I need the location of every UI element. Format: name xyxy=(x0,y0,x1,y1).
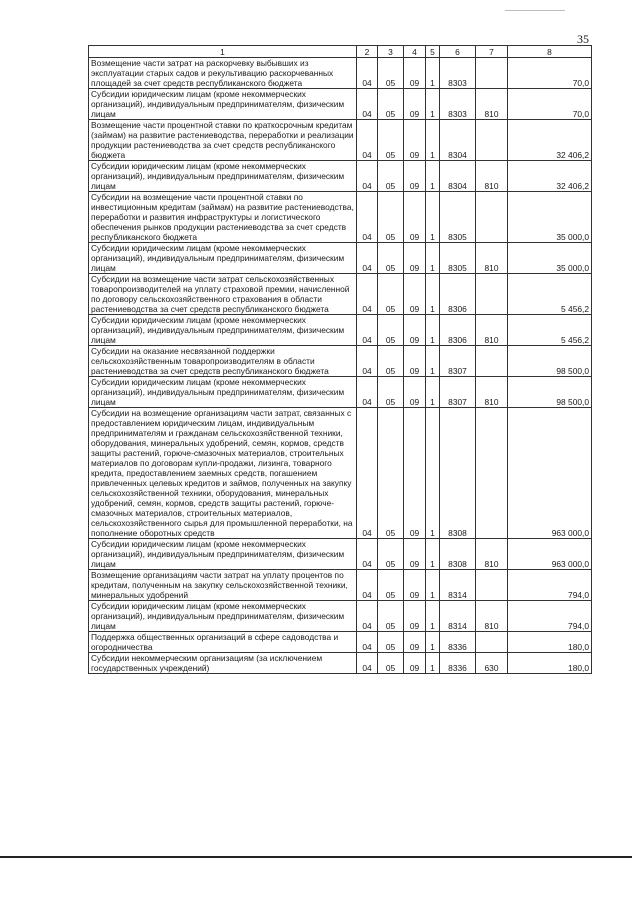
column-header: 3 xyxy=(378,46,404,58)
code-target: 8307 xyxy=(440,346,476,377)
code-expense-type: 810 xyxy=(476,161,508,192)
code-subsection: 09 xyxy=(404,58,426,89)
row-amount: 35 000,0 xyxy=(508,243,592,274)
code-expense-type xyxy=(476,192,508,243)
code-subsection: 09 xyxy=(404,601,426,632)
code-section: 05 xyxy=(378,161,404,192)
code-section: 05 xyxy=(378,243,404,274)
table-row xyxy=(89,653,592,674)
page-number: 35 xyxy=(577,32,589,46)
table-row xyxy=(89,408,592,539)
column-header: 6 xyxy=(440,46,476,58)
row-amount: 180,0 xyxy=(508,632,592,653)
code-ministry: 04 xyxy=(357,58,378,89)
code-program: 1 xyxy=(426,243,440,274)
row-amount: 98 500,0 xyxy=(508,346,592,377)
code-expense-type xyxy=(476,346,508,377)
code-target: 8304 xyxy=(440,120,476,161)
row-description: Возмещение организациям части затрат на уплату процентов по кредитам, полученным на закупку сельскохозяйственной техники, минеральных удобрений xyxy=(89,570,357,601)
code-section: 05 xyxy=(378,632,404,653)
code-subsection: 09 xyxy=(404,274,426,315)
code-subsection: 09 xyxy=(404,377,426,408)
scan-mark xyxy=(505,10,565,11)
code-target: 8304 xyxy=(440,161,476,192)
row-description: Возмещение части процентной ставки по краткосрочным кредитам (займам) на развитие растениеводства, переработки и реализации продукции растениеводства за счет средств республиканского бюджета xyxy=(89,120,357,161)
column-header: 4 xyxy=(404,46,426,58)
row-description: Субсидии юридическим лицам (кроме некоммерческих организаций), индивидуальным предпринимателям, физическим лицам xyxy=(89,89,357,120)
code-target: 8307 xyxy=(440,377,476,408)
code-section: 05 xyxy=(378,377,404,408)
budget-table xyxy=(88,45,592,674)
row-description: Субсидии на возмещение организациям части затрат, связанных с предоставлением юридическим лицам, индивидуальным предпринимателям и гражданам сельскохозяйственной техники, оборудования, минеральных удобрений, семян, кормов, средств защиты растений, горюче-смазочных материалов, строительных материалов по договорам купли-продажи, лизинга, товарного кредита, предоставлением заемных средств, погашением привлеченных целевых кредитов и займов, полученных на закупку сельскохозяйственной техники, оборудования, минеральных удобрений, семян, кормов, средств защиты растений, горюче-смазочных материалов, строительных материалов, сельскохозяйственного сырья для промышленной переработки, на пополнение оборотных средств xyxy=(89,408,357,539)
code-program: 1 xyxy=(426,346,440,377)
code-target: 8306 xyxy=(440,315,476,346)
table-row xyxy=(89,570,592,601)
table-row xyxy=(89,315,592,346)
code-section: 05 xyxy=(378,192,404,243)
code-program: 1 xyxy=(426,315,440,346)
code-ministry: 04 xyxy=(357,632,378,653)
row-amount: 963 000,0 xyxy=(508,408,592,539)
code-ministry: 04 xyxy=(357,539,378,570)
table-row xyxy=(89,243,592,274)
code-program: 1 xyxy=(426,377,440,408)
code-section: 05 xyxy=(378,89,404,120)
row-amount: 35 000,0 xyxy=(508,192,592,243)
code-expense-type xyxy=(476,274,508,315)
row-amount: 70,0 xyxy=(508,89,592,120)
row-amount: 98 500,0 xyxy=(508,377,592,408)
column-header: 5 xyxy=(426,46,440,58)
code-target: 8306 xyxy=(440,274,476,315)
code-section: 05 xyxy=(378,315,404,346)
code-subsection: 09 xyxy=(404,89,426,120)
code-expense-type xyxy=(476,120,508,161)
code-expense-type: 810 xyxy=(476,89,508,120)
code-subsection: 09 xyxy=(404,243,426,274)
code-expense-type: 810 xyxy=(476,601,508,632)
row-description: Субсидии некоммерческим организациям (за исключением государственных учреждений) xyxy=(89,653,357,674)
row-description: Субсидии на возмещение части затрат сельскохозяйственных товаропроизводителей на уплату страховой премии, начисленной по договору сельскохозяйственного страхования в области растениеводства за счет средств республиканского бюджета xyxy=(89,274,357,315)
code-expense-type: 630 xyxy=(476,653,508,674)
column-header: 1 xyxy=(89,46,357,58)
code-expense-type: 810 xyxy=(476,377,508,408)
table-row xyxy=(89,161,592,192)
row-description: Субсидии юридическим лицам (кроме некоммерческих организаций), индивидуальным предпринимателям, физическим лицам xyxy=(89,161,357,192)
code-program: 1 xyxy=(426,192,440,243)
column-header: 2 xyxy=(357,46,378,58)
code-target: 8314 xyxy=(440,570,476,601)
row-amount: 794,0 xyxy=(508,570,592,601)
code-ministry: 04 xyxy=(357,89,378,120)
code-ministry: 04 xyxy=(357,243,378,274)
code-expense-type xyxy=(476,58,508,89)
code-program: 1 xyxy=(426,601,440,632)
row-description: Субсидии на оказание несвязанной поддержки сельскохозяйственным товаропроизводителям в области растениеводства за счет средств республиканского бюджета xyxy=(89,346,357,377)
code-program: 1 xyxy=(426,570,440,601)
code-program: 1 xyxy=(426,274,440,315)
row-amount: 32 406,2 xyxy=(508,161,592,192)
code-program: 1 xyxy=(426,120,440,161)
code-target: 8308 xyxy=(440,539,476,570)
code-program: 1 xyxy=(426,539,440,570)
code-section: 05 xyxy=(378,274,404,315)
row-amount: 32 406,2 xyxy=(508,120,592,161)
table-row xyxy=(89,632,592,653)
code-section: 05 xyxy=(378,601,404,632)
row-amount: 5 456,2 xyxy=(508,274,592,315)
row-description: Возмещение части затрат на раскорчевку выбывших из эксплуатации старых садов и рекультивацию раскорчеванных площадей за счет средств республиканского бюджета xyxy=(89,58,357,89)
code-ministry: 04 xyxy=(357,346,378,377)
row-description: Субсидии юридическим лицам (кроме некоммерческих организаций), индивидуальным предпринимателям, физическим лицам xyxy=(89,601,357,632)
table-row xyxy=(89,377,592,408)
bottom-rule xyxy=(0,856,632,858)
code-subsection: 09 xyxy=(404,346,426,377)
code-subsection: 09 xyxy=(404,539,426,570)
column-header: 7 xyxy=(476,46,508,58)
row-description: Субсидии юридическим лицам (кроме некоммерческих организаций), индивидуальным предпринимателям, физическим лицам xyxy=(89,243,357,274)
code-expense-type xyxy=(476,632,508,653)
table-row xyxy=(89,58,592,89)
code-target: 8305 xyxy=(440,192,476,243)
table-row xyxy=(89,192,592,243)
table-row xyxy=(89,274,592,315)
code-target: 8336 xyxy=(440,632,476,653)
code-section: 05 xyxy=(378,570,404,601)
code-expense-type xyxy=(476,570,508,601)
table-header-row xyxy=(89,46,592,58)
row-amount: 5 456,2 xyxy=(508,315,592,346)
code-program: 1 xyxy=(426,653,440,674)
code-expense-type xyxy=(476,408,508,539)
code-program: 1 xyxy=(426,161,440,192)
table-row xyxy=(89,120,592,161)
code-ministry: 04 xyxy=(357,408,378,539)
code-section: 05 xyxy=(378,408,404,539)
code-target: 8303 xyxy=(440,89,476,120)
table-row xyxy=(89,346,592,377)
row-description: Субсидии юридическим лицам (кроме некоммерческих организаций), индивидуальным предпринимателям, физическим лицам xyxy=(89,539,357,570)
code-target: 8336 xyxy=(440,653,476,674)
code-section: 05 xyxy=(378,58,404,89)
code-program: 1 xyxy=(426,408,440,539)
code-section: 05 xyxy=(378,120,404,161)
code-expense-type: 810 xyxy=(476,243,508,274)
code-program: 1 xyxy=(426,632,440,653)
code-ministry: 04 xyxy=(357,570,378,601)
column-header: 8 xyxy=(508,46,592,58)
row-description: Субсидии юридическим лицам (кроме некоммерческих организаций), индивидуальным предпринимателям, физическим лицам xyxy=(89,377,357,408)
row-description: Субсидии юридическим лицам (кроме некоммерческих организаций), индивидуальным предпринимателям, физическим лицам xyxy=(89,315,357,346)
code-ministry: 04 xyxy=(357,120,378,161)
code-expense-type: 810 xyxy=(476,539,508,570)
code-target: 8308 xyxy=(440,408,476,539)
code-expense-type: 810 xyxy=(476,315,508,346)
table-row xyxy=(89,601,592,632)
code-ministry: 04 xyxy=(357,274,378,315)
code-subsection: 09 xyxy=(404,315,426,346)
code-program: 1 xyxy=(426,89,440,120)
table-row xyxy=(89,539,592,570)
code-subsection: 09 xyxy=(404,570,426,601)
code-subsection: 09 xyxy=(404,408,426,539)
code-ministry: 04 xyxy=(357,653,378,674)
code-ministry: 04 xyxy=(357,377,378,408)
code-ministry: 04 xyxy=(357,161,378,192)
code-section: 05 xyxy=(378,653,404,674)
code-subsection: 09 xyxy=(404,632,426,653)
code-target: 8303 xyxy=(440,58,476,89)
row-amount: 963 000,0 xyxy=(508,539,592,570)
code-subsection: 09 xyxy=(404,161,426,192)
code-ministry: 04 xyxy=(357,315,378,346)
code-subsection: 09 xyxy=(404,120,426,161)
code-ministry: 04 xyxy=(357,192,378,243)
code-ministry: 04 xyxy=(357,601,378,632)
code-program: 1 xyxy=(426,58,440,89)
code-section: 05 xyxy=(378,539,404,570)
code-subsection: 09 xyxy=(404,653,426,674)
code-section: 05 xyxy=(378,346,404,377)
row-amount: 180,0 xyxy=(508,653,592,674)
code-target: 8305 xyxy=(440,243,476,274)
row-description: Поддержка общественных организаций в сфере садоводства и огородничества xyxy=(89,632,357,653)
table-row xyxy=(89,89,592,120)
code-target: 8314 xyxy=(440,601,476,632)
code-subsection: 09 xyxy=(404,192,426,243)
row-amount: 70,0 xyxy=(508,58,592,89)
row-amount: 794,0 xyxy=(508,601,592,632)
row-description: Субсидии на возмещение части процентной ставки по инвестиционным кредитам (займам) на развитие растениеводства, переработки и развития инфраструктуры и логистического обеспечения рынков продукции растениеводства за счет средств республиканского бюджета xyxy=(89,192,357,243)
